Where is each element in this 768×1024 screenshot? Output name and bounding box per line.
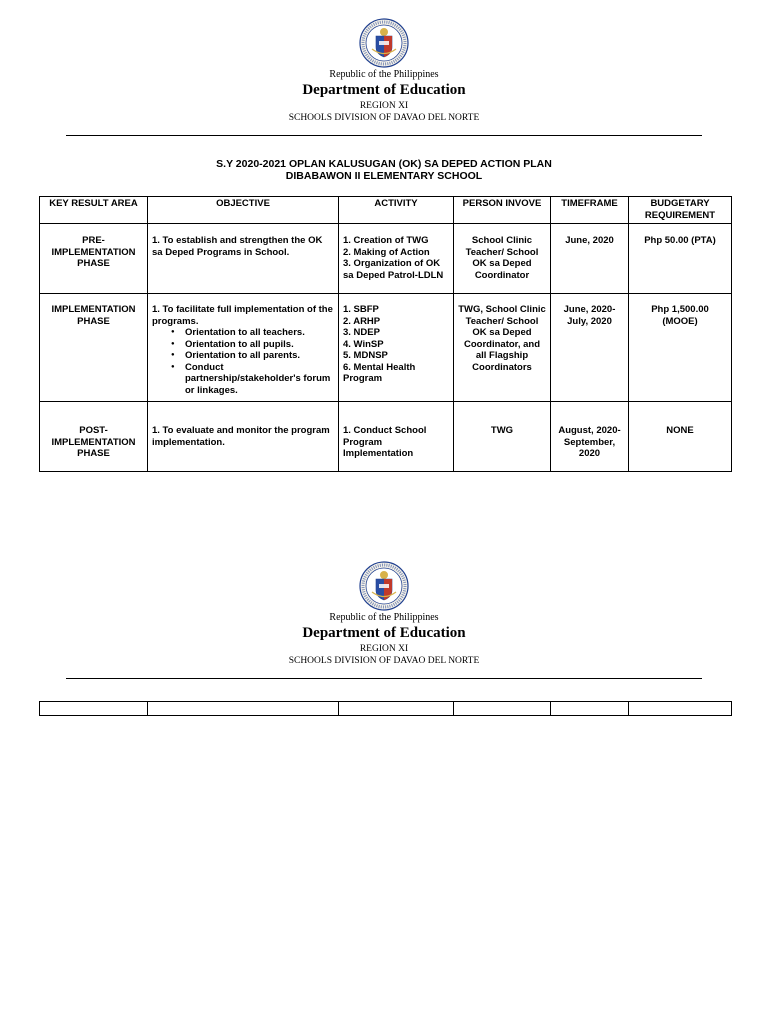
bullet-item: ● Orientation to all parents. [152,350,334,362]
republic-label: Republic of the Philippines [329,69,439,80]
division-label: SCHOOLS DIVISION OF DAVAO DEL NORTE [288,656,480,666]
plan-title [0,158,768,182]
plan-title-line2: DIBABAWON II ELEMENTARY SCHOOL [285,170,483,182]
table-row [40,224,732,294]
activity-item: 1. Creation of TWG [343,235,429,246]
cell-kra: POST-IMPLEMENTATION PHASE [40,402,148,472]
objective-text: 1. To evaluate and monitor the program implementation. [152,425,330,448]
republic-label: Republic of the Philippines [329,612,439,623]
cell-activity [339,224,454,294]
empty-cell [629,702,732,716]
activity-item: 6. Mental Health Program [343,361,416,384]
empty-cell [148,702,339,716]
header-budgetary-requirement: BUDGETARY REQUIREMENT [629,197,732,224]
header-objective: OBJECTIVE [148,197,339,224]
header-activity: ACTIVITY [339,197,454,224]
header-key-result-area: KEY RESULT AREA [40,197,148,224]
table-row [40,294,732,402]
continuation-table [39,701,732,716]
empty-cell [454,702,551,716]
activity-item: 3. Organization of OK sa Deped Patrol-LDLN [343,258,444,281]
cell-person: School Clinic Teacher/ School OK sa Deped Coordinator [454,224,551,294]
activity-item: 2. ARHP [343,315,381,327]
cell-kra: PRE-IMPLEMENTATION PHASE [40,224,148,294]
cell-timeframe: June, 2020 [551,224,629,294]
activity-item: 1. SBFP [343,304,379,315]
objective-text: 1. To facilitate full implementation of the programs. [152,304,333,327]
cell-activity [339,294,454,402]
bullet-item: ● Orientation to all pupils. [152,339,334,351]
cell-person: TWG [454,402,551,472]
activity-item: 2. Making of Action [343,246,430,258]
activity-item: 5. MDNSP [343,350,388,361]
bullet-item: ● Orientation to all teachers. [152,327,334,339]
division-label: SCHOOLS DIVISION OF DAVAO DEL NORTE [288,113,480,123]
cell-objective [148,224,339,294]
table-row [40,402,732,472]
deped-seal-icon [359,18,409,68]
objective-text: 1. To establish and strengthen the OK sa Deped Programs in School. [152,235,323,258]
page2-letterhead [0,561,768,667]
activity-item: 3. NDEP [343,327,380,338]
empty-cell [551,702,629,716]
cell-budget: Php 50.00 (PTA) [629,224,732,294]
department-title: Department of Education [302,82,466,98]
cell-timeframe: August, 2020-September, 2020 [551,402,629,472]
header-timeframe: TIMEFRAME [551,197,629,224]
region-label: REGION XI [359,644,409,654]
plan-title-line1: S.Y 2020-2021 OPLAN KALUSUGAN (OK) SA DEPED ACTION PLAN [216,158,552,170]
table-header-row [40,197,732,224]
cell-budget: Php 1,500.00 (MOOE) [629,294,732,402]
cell-objective [148,402,339,472]
empty-cell [339,702,454,716]
activity-item: 1. Conduct School Program Implementation [343,425,427,459]
cell-person: TWG, School Clinic Teacher/ School OK sa Deped Coordinator, and all Flagship Coordinators [454,294,551,402]
region-label: REGION XI [359,101,409,111]
objective-bullets [152,327,334,396]
header-divider [66,678,702,679]
cell-activity [339,402,454,472]
cell-objective [148,294,339,402]
department-title: Department of Education [302,625,466,641]
header-divider [66,135,702,136]
cell-timeframe: June, 2020-July, 2020 [551,294,629,402]
bullet-item: ● Conduct partnership/stakeholder's forum or linkages. [152,362,334,397]
deped-seal-icon [359,561,409,611]
table-row [40,702,732,716]
cell-kra: IMPLEMENTATION PHASE [40,294,148,402]
header-person-involve: PERSON INVOVE [454,197,551,224]
empty-cell [40,702,148,716]
activity-item: 4. WinSP [343,338,384,350]
cell-budget: NONE [629,402,732,472]
action-plan-table [39,196,732,472]
page1-letterhead [0,18,768,124]
